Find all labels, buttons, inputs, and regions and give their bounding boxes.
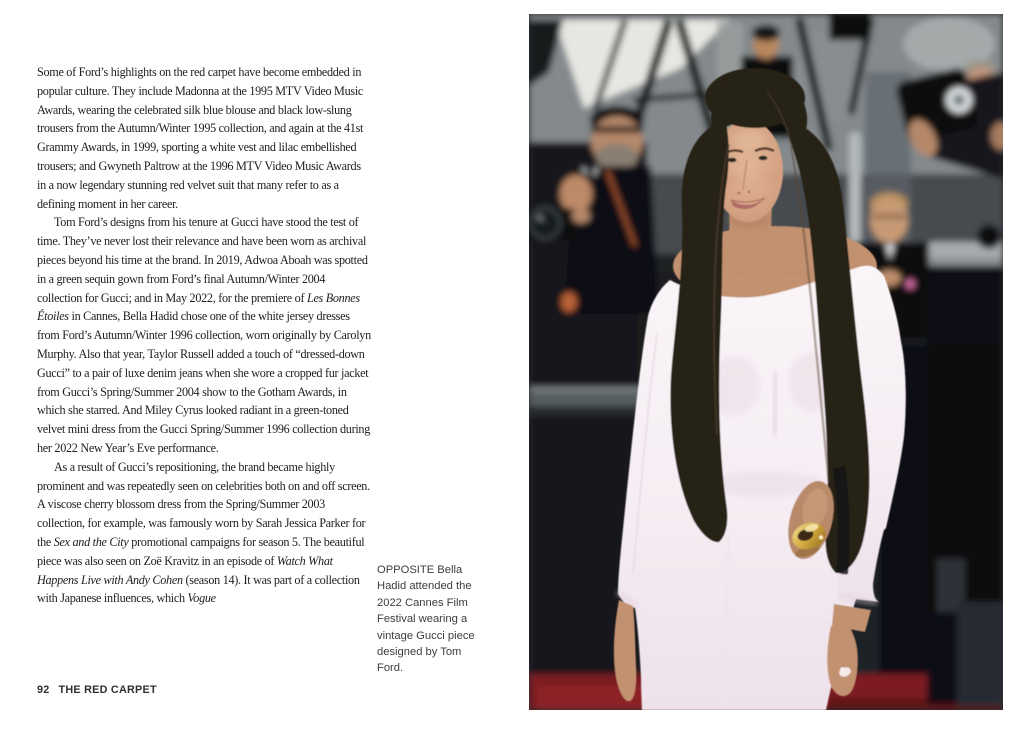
caption-line: Hadid attended the [377, 580, 472, 593]
page-footer [37, 684, 157, 696]
white-pole [849, 132, 861, 250]
article-text [37, 63, 371, 608]
caption-line: designed by Tom [377, 646, 462, 659]
red-carpet-photo [529, 14, 1003, 710]
caption-line: 2022 Cannes Film [377, 596, 468, 609]
caption-line: Ford. [377, 662, 404, 675]
paragraph: Some of Ford’s highlights on the red carpet have become embedded in popular culture. They include Madonna at the 1995 MTV Video Music Awards, wearing the celebrated silk blue blouse and black low-slung trousers from the Autumn/Winter 1995 collection, and again at the 41st Grammy Awards, in 1999, sporting a white vest and lilac embellished trousers; and Gwyneth Paltrow at the 1996 MTV Video Music Awards in a now legendary stunning red velvet suit that many refer to as a defining moment in her career. [37, 65, 364, 211]
page-number: 92 [37, 684, 50, 696]
caption-line: OPPOSITE Bella [377, 564, 463, 576]
section-title: THE RED CARPET [58, 684, 157, 696]
pink-badge [905, 279, 915, 289]
photo-caption [377, 562, 481, 677]
paragraph: Tom Ford’s designs from his tenure at Gucci have stood the test of time. They’ve never lost their relevance and have been worn as archival pieces beyond his time at the brand. In 2019, Adwoa Aboah was spotted in a green sequin gown from Ford’s final Autumn/Winter 2004 collection for Gucci; and in May 2022, for the premiere of Les Bonnes Étoiles in Cannes, Bella Hadid chose one of the white jersey dresses from Ford’s Autumn/Winter 1996 collection, worn originally by Carolyn Murphy. Also that year, Taylor Russell added a touch of “dressed-down Gucci” to a pair of luxe denim jeans when she wore a cropped fur jacket from Gucci’s Spring/Summer 2004 show to the Gotham Awards, in which she starred. And Miley Cyrus looked radiant in a green-toned velvet mini dress from the Gucci Spring/Summer 1996 collection during her 2022 New Year’s Eve performance. [37, 215, 371, 455]
paragraph: As a result of Gucci’s repositioning, the brand became highly prominent and was repeatedly seen on celebrities both on and off screen. A viscose cherry blossom dress from the Spring/Summer 2003 collection, for example, was famously worn by Sarah Jessica Parker for the Sex and the City promotional campaigns for season 5. The beautiful piece was also seen on Zoë Kravitz in an episode of Watch What Happens Live with Andy Cohen (season 14). It was part of a collection with Japanese influences, which Vogue [37, 459, 370, 606]
caption-line: Festival wearing a [377, 613, 468, 626]
caption-line: vintage Gucci piece [377, 629, 475, 642]
